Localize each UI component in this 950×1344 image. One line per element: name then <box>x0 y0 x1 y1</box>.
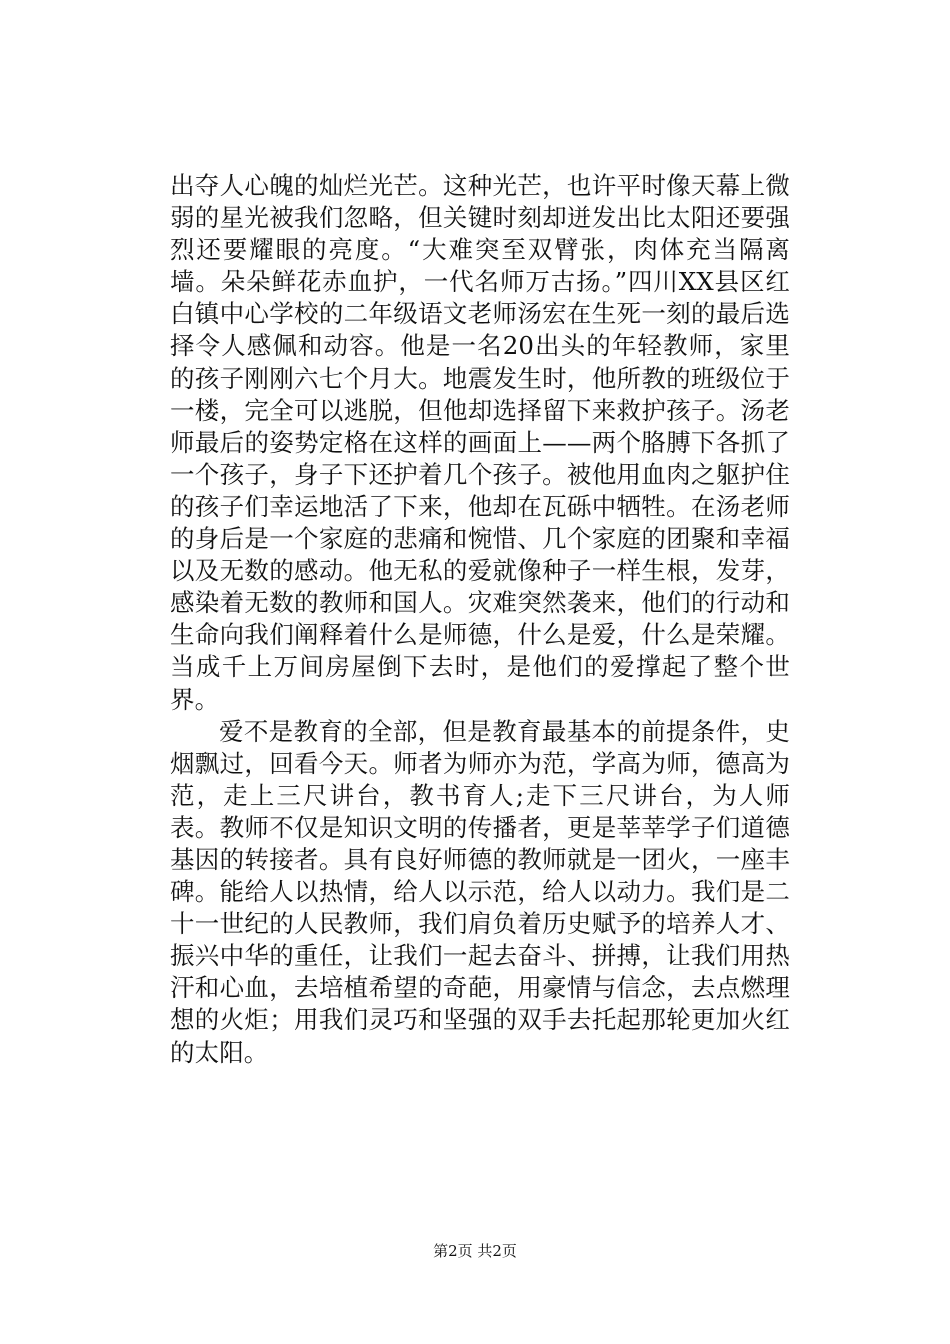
page-footer <box>0 1240 950 1261</box>
page-number: 第2页 共2页 <box>433 1242 517 1260</box>
paragraph-continuation: 出夺人心魄的灿烂光芒。这种光芒，也许平时像天幕上微弱的星光被我们忽略，但关键时刻却迸发出比太阳还要强烈还要耀眼的亮度。“大难突至双臂张，肉体充当隔离墙。朵朵鲜花赤血护，一代名师万古扬。”四川XX县区红白镇中心学校的二年级语文老师汤宏在生死一刻的最后选择令人感佩和动容。他是一名20出头的年轻教师，家里的孩子刚刚六七个月大。地震发生时，他所教的班级位于一楼，完全可以逃脱，但他却选择留下来救护孩子。汤老师最后的姿势定格在这样的画面上——两个胳膊下各抓了一个孩子，身子下还护着几个孩子。被他用血肉之躯护住的孩子们幸运地活了下来，他却在瓦砾中牺牲。在汤老师的身后是一个家庭的悲痛和惋惜、几个家庭的团聚和幸福以及无数的感动。他无私的爱就像种子一样生根，发芽，感染着无数的教师和国人。灾难突然袭来，他们的行动和生命向我们阐释着什么是师德，什么是爱，什么是荣耀。当成千上万间房屋倒下去时，是他们的爱撑起了整个世界。 <box>170 171 790 714</box>
paragraph-love-education: 爱不是教育的全部，但是教育最基本的前提条件，史烟飘过，回看今天。师者为师亦为范，学高为师，德高为范，走上三尺讲台，教书育人;走下三尺讲台，为人师表。教师不仅是知识文明的传播者，更是莘莘学子们道德基因的转接者。具有良好师德的教师就是一团火，一座丰碑。能给人以热情，给人以示范，给人以动力。我们是二十一世纪的人民教师，我们肩负着历史赋予的培养人才、振兴中华的重任，让我们一起去奋斗、拼搏，让我们用热汗和心血，去培植希望的奇葩，用豪情与信念，去点燃理想的火炬；用我们灵巧和坚强的双手去托起那轮更加火红的太阳。 <box>170 716 790 1067</box>
document-body <box>170 170 790 1069</box>
